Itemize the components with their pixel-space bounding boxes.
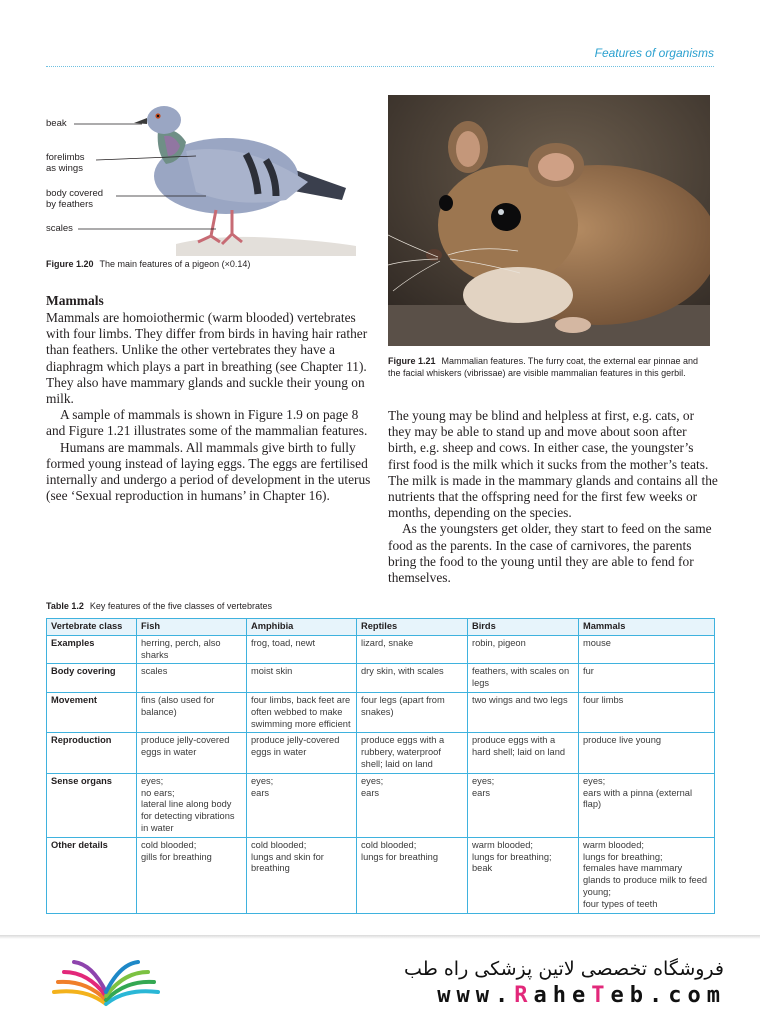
- table-row-header: Body covering: [47, 664, 137, 693]
- table-cell: mouse: [579, 635, 715, 664]
- pigeon-caption: [46, 259, 376, 269]
- table-row: [47, 692, 715, 732]
- table-cell: fur: [579, 664, 715, 693]
- table-row: [47, 635, 715, 664]
- table-cell: four limbs: [579, 692, 715, 732]
- header-rule: [46, 66, 714, 67]
- table-cell: produce jelly-covered eggs in water: [247, 733, 357, 773]
- table-caption-text: Key features of the five classes of vertebrates: [89, 601, 272, 611]
- open-book-logo: [46, 948, 166, 1010]
- paragraph: A sample of mammals is shown in Figure 1.9 on page 8 and Figure 1.21 illustrates some of the mammalian features.: [46, 407, 368, 439]
- table-cell: produce live young: [579, 733, 715, 773]
- table-cell: dry skin, with scales: [357, 664, 468, 693]
- table-cell: cold blooded; lungs and skin for breathing: [247, 837, 357, 913]
- table-row-header: Other details: [47, 837, 137, 913]
- label-beak: beak: [46, 118, 67, 129]
- gerbil-image: [388, 95, 710, 346]
- table-cell: warm blooded; lungs for breathing; beak: [468, 837, 579, 913]
- url-mid-eb: eb: [610, 983, 650, 1008]
- gerbil-caption-text: Mammalian features. The furry coat, the external ear pinnae and the facial whiskers (vibrissae) are visible mammalian features in this gerbil.: [388, 356, 699, 378]
- table-row-header: Movement: [47, 692, 137, 732]
- table-cell: herring, perch, also sharks: [137, 635, 247, 664]
- label-body-covering: body covered by feathers: [46, 188, 104, 210]
- table-cell: eyes; ears: [468, 773, 579, 837]
- table-row: [47, 733, 715, 773]
- table-cell: produce eggs with a rubbery, waterproof shell; laid on land: [357, 733, 468, 773]
- table-row-header: Sense organs: [47, 773, 137, 837]
- table-cell: feathers, with scales on legs: [468, 664, 579, 693]
- table-cell: fins (also used for balance): [137, 692, 247, 732]
- table-cell: lizard, snake: [357, 635, 468, 664]
- table-header-row: [47, 619, 715, 636]
- pigeon-figure: [46, 96, 366, 256]
- url-mid-ahe: ahe: [533, 983, 592, 1008]
- label-forelimbs: forelimbs as wings: [46, 152, 85, 174]
- table-cell: robin, pigeon: [468, 635, 579, 664]
- pigeon-illustration: [46, 96, 366, 256]
- right-column-text: [388, 408, 718, 586]
- gerbil-photo: [388, 95, 710, 346]
- table-header-mammals: Mammals: [579, 619, 715, 636]
- table-cell: two wings and two legs: [468, 692, 579, 732]
- table-row-header: Examples: [47, 635, 137, 664]
- vertebrate-classes-table: [46, 618, 715, 914]
- table-cell: eyes; ears with a pinna (external flap): [579, 773, 715, 837]
- gerbil-caption-number: Figure 1.21: [388, 356, 436, 366]
- table-header-vertebrate-class: Vertebrate class: [47, 619, 137, 636]
- shop-name: فروشگاه تخصصی لاتین پزشکی راه طب: [404, 958, 724, 980]
- table-cell: four legs (apart from snakes): [357, 692, 468, 732]
- table-cell: cold blooded; gills for breathing: [137, 837, 247, 913]
- table-body: [47, 635, 715, 913]
- section-heading-mammals: Mammals: [46, 293, 104, 308]
- table-cell: frog, toad, newt: [247, 635, 357, 664]
- table-row: [47, 664, 715, 693]
- table-cell: produce jelly-covered eggs in water: [137, 733, 247, 773]
- table-cell: eyes; no ears; lateral line along body for detecting vibrations in water: [137, 773, 247, 837]
- table-header-birds: Birds: [468, 619, 579, 636]
- table-header-amphibia: Amphibia: [247, 619, 357, 636]
- paragraph: As the youngsters get older, they start to feed on the same food as the parents. In the case of carnivores, the parents bring the food to the young until they are able to fend for themselves.: [388, 521, 712, 586]
- paragraph: Humans are mammals. All mammals give birth to fully formed young instead of laying eggs. The eggs are fertilised internally and undergo a period of development in the uterus (see ‘Sexual reproduction in humans’ in Chapter 16).: [46, 439, 371, 504]
- left-column-text: [46, 310, 372, 504]
- table-cell: scales: [137, 664, 247, 693]
- url-accent-t: T: [591, 983, 611, 1008]
- table-cell: moist skin: [247, 664, 357, 693]
- url-prefix: www.: [437, 983, 515, 1008]
- table-cell: eyes; ears: [357, 773, 468, 837]
- table-caption: [46, 601, 272, 611]
- paragraph: The young may be blind and helpless at first, e.g. cats, or they may be able to stand up and move about soon after birth, e.g. sheep and cows. In either case, the youngster’s first food is the milk which it sucks from the mother’s teats. The milk is made in the mammary glands and contains all the nutrients that the offspring need for the first few weeks or months, depending on the species.: [388, 408, 718, 521]
- table-header-reptiles: Reptiles: [357, 619, 468, 636]
- gerbil-caption: [388, 355, 712, 379]
- url-accent-r: R: [514, 983, 534, 1008]
- shop-url[interactable]: [437, 983, 726, 1008]
- table-cell: warm blooded; lungs for breathing; females have mammary glands to produce milk to feed young; four types of teeth: [579, 837, 715, 913]
- label-scales: scales: [46, 223, 73, 234]
- pigeon-caption-text: The main features of a pigeon (×0.14): [99, 259, 251, 269]
- table-cell: cold blooded; lungs for breathing: [357, 837, 468, 913]
- table-caption-number: Table 1.2: [46, 601, 84, 611]
- table-row-header: Reproduction: [47, 733, 137, 773]
- table-row: [47, 773, 715, 837]
- table-cell: eyes; ears: [247, 773, 357, 837]
- table-header-fish: Fish: [137, 619, 247, 636]
- paragraph: Mammals are homoiothermic (warm blooded) vertebrates with four limbs. They differ from birds in having hair rather than feathers. Unlike the other vertebrates they have a diaphragm which plays a part in breathing (see Chapter 11). They also have mammary glands and suckle their young on milk.: [46, 310, 368, 407]
- running-head: Features of organisms: [594, 46, 714, 60]
- pigeon-caption-number: Figure 1.20: [46, 259, 94, 269]
- table-row: [47, 837, 715, 913]
- table-cell: produce eggs with a hard shell; laid on land: [468, 733, 579, 773]
- table-cell: four limbs, back feet are often webbed to make swimming more efficient: [247, 692, 357, 732]
- url-suffix: .com: [649, 983, 726, 1008]
- footer-divider: [0, 935, 760, 939]
